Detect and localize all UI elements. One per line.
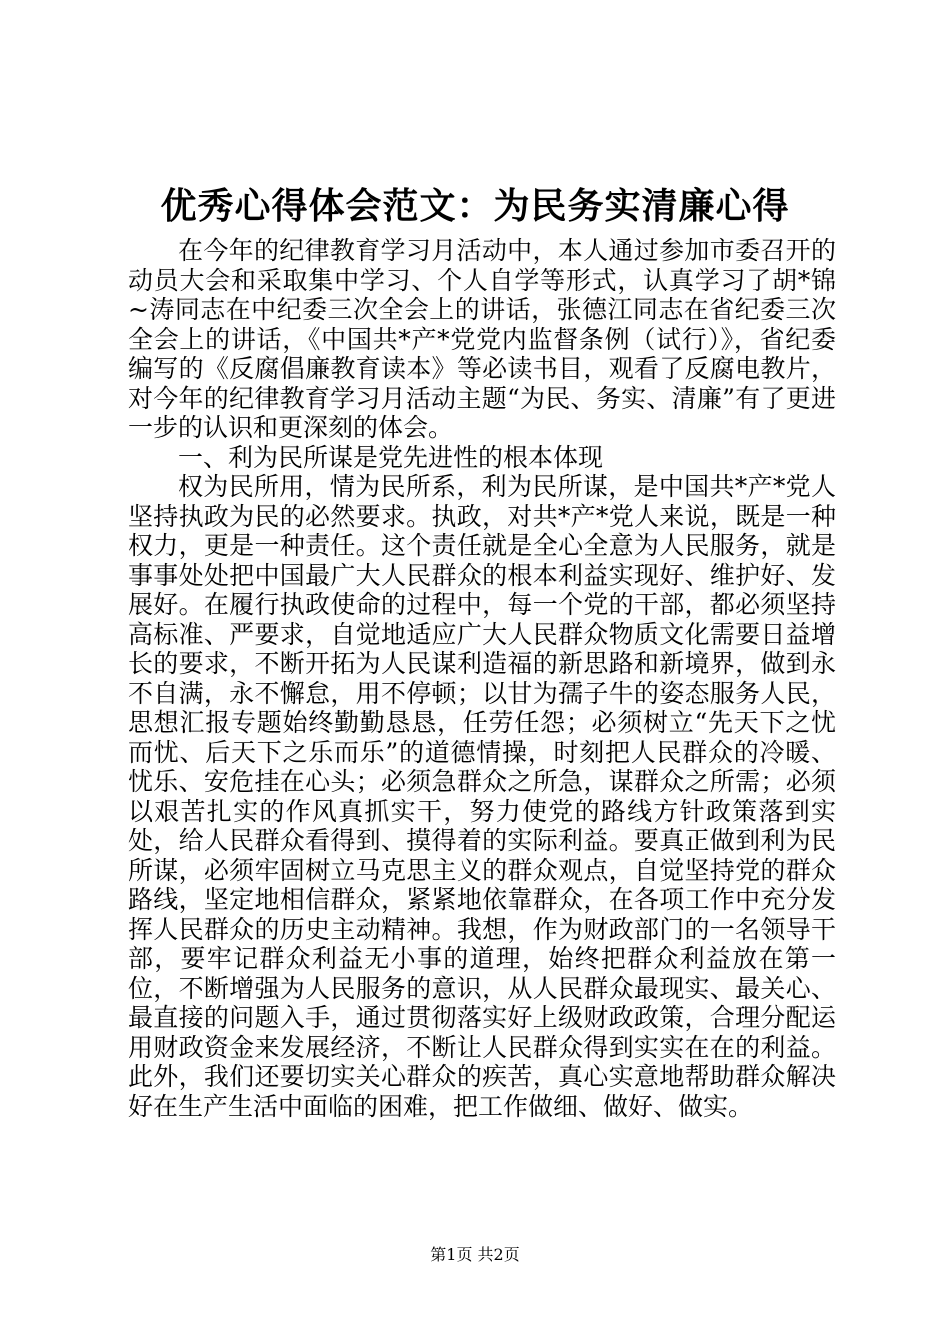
intro-paragraph: 在今年的纪律教育学习月活动中，本人通过参加市委召开的动员大会和采取集中学习、个人自学等形式，认真学习了胡*锦~涛同志在中纪委三次全会上的讲话，张德江同志在省纪委三次全会上的讲话，《中国共*产*党党内监督条例（试行）》，省纪委编写的《反腐倡廉教育读本》等必读书目，观看了反腐电教片，对今年的纪律教育学习月活动主题“为民、务实、清廉”有了更进一步的认识和更深刻的体会。 (128, 236, 836, 442)
section-paragraph: 权为民所用，情为民所系，利为民所谋，是中国共*产*党人坚持执政为民的必然要求。执政，对共*产*党人来说，既是一种权力，更是一种责任。这个责任就是全心全意为人民服务，就是事事处处把中国最广大人民群众的根本利益实现好、维护好、发展好。在履行执政使命的过程中，每一个党的干部，都必须坚持高标准、严要求，自觉地适应广大人民群众物质文化需要日益增长的要求，不断开拓为人民谋利造福的新思路和新境界，做到永不自满，永不懈怠，用不停顿；以甘为孺子牛的姿态服务人民，思想汇报专题始终勤勤恳恳，任劳任怨；必须树立“先天下之忧而忧、后天下之乐而乐”的道德情操，时刻把人民群众的冷暖、忧乐、安危挂在心头；必须急群众之所急，谋群众之所需；必须以艰苦扎实的作风真抓实干，努力使党的路线方针政策落到实处，给人民群众看得到、摸得着的实际利益。要真正做到利为民所谋，必须牢固树立马克思主义的群众观点，自觉坚持党的群众路线，坚定地相信群众，紧紧地依靠群众，在各项工作中充分发挥人民群众的历史主动精神。我想，作为财政部门的一名领导干部，要牢记群众利益无小事的道理，始终把群众利益放在第一位，不断增强为人民服务的意识，从人民群众最现实、最关心、最直接的问题入手，通过贯彻落实好上级财政政策，合理分配运用财政资金来发展经济，不断让人民群众得到实实在在的利益。此外，我们还要切实关心群众的疾苦，真心实意地帮助群众解决好在生产生活中面临的困难，把工作做细、做好、做实。 (128, 472, 836, 1121)
document-title: 优秀心得体会范文：为民务实清廉心得 (160, 185, 790, 227)
page-number-footer: 第1页 共2页 (430, 1245, 520, 1264)
section-heading: 一、利为民所谋是党先进性的根本体现 (178, 442, 604, 472)
document-body (128, 236, 836, 1121)
